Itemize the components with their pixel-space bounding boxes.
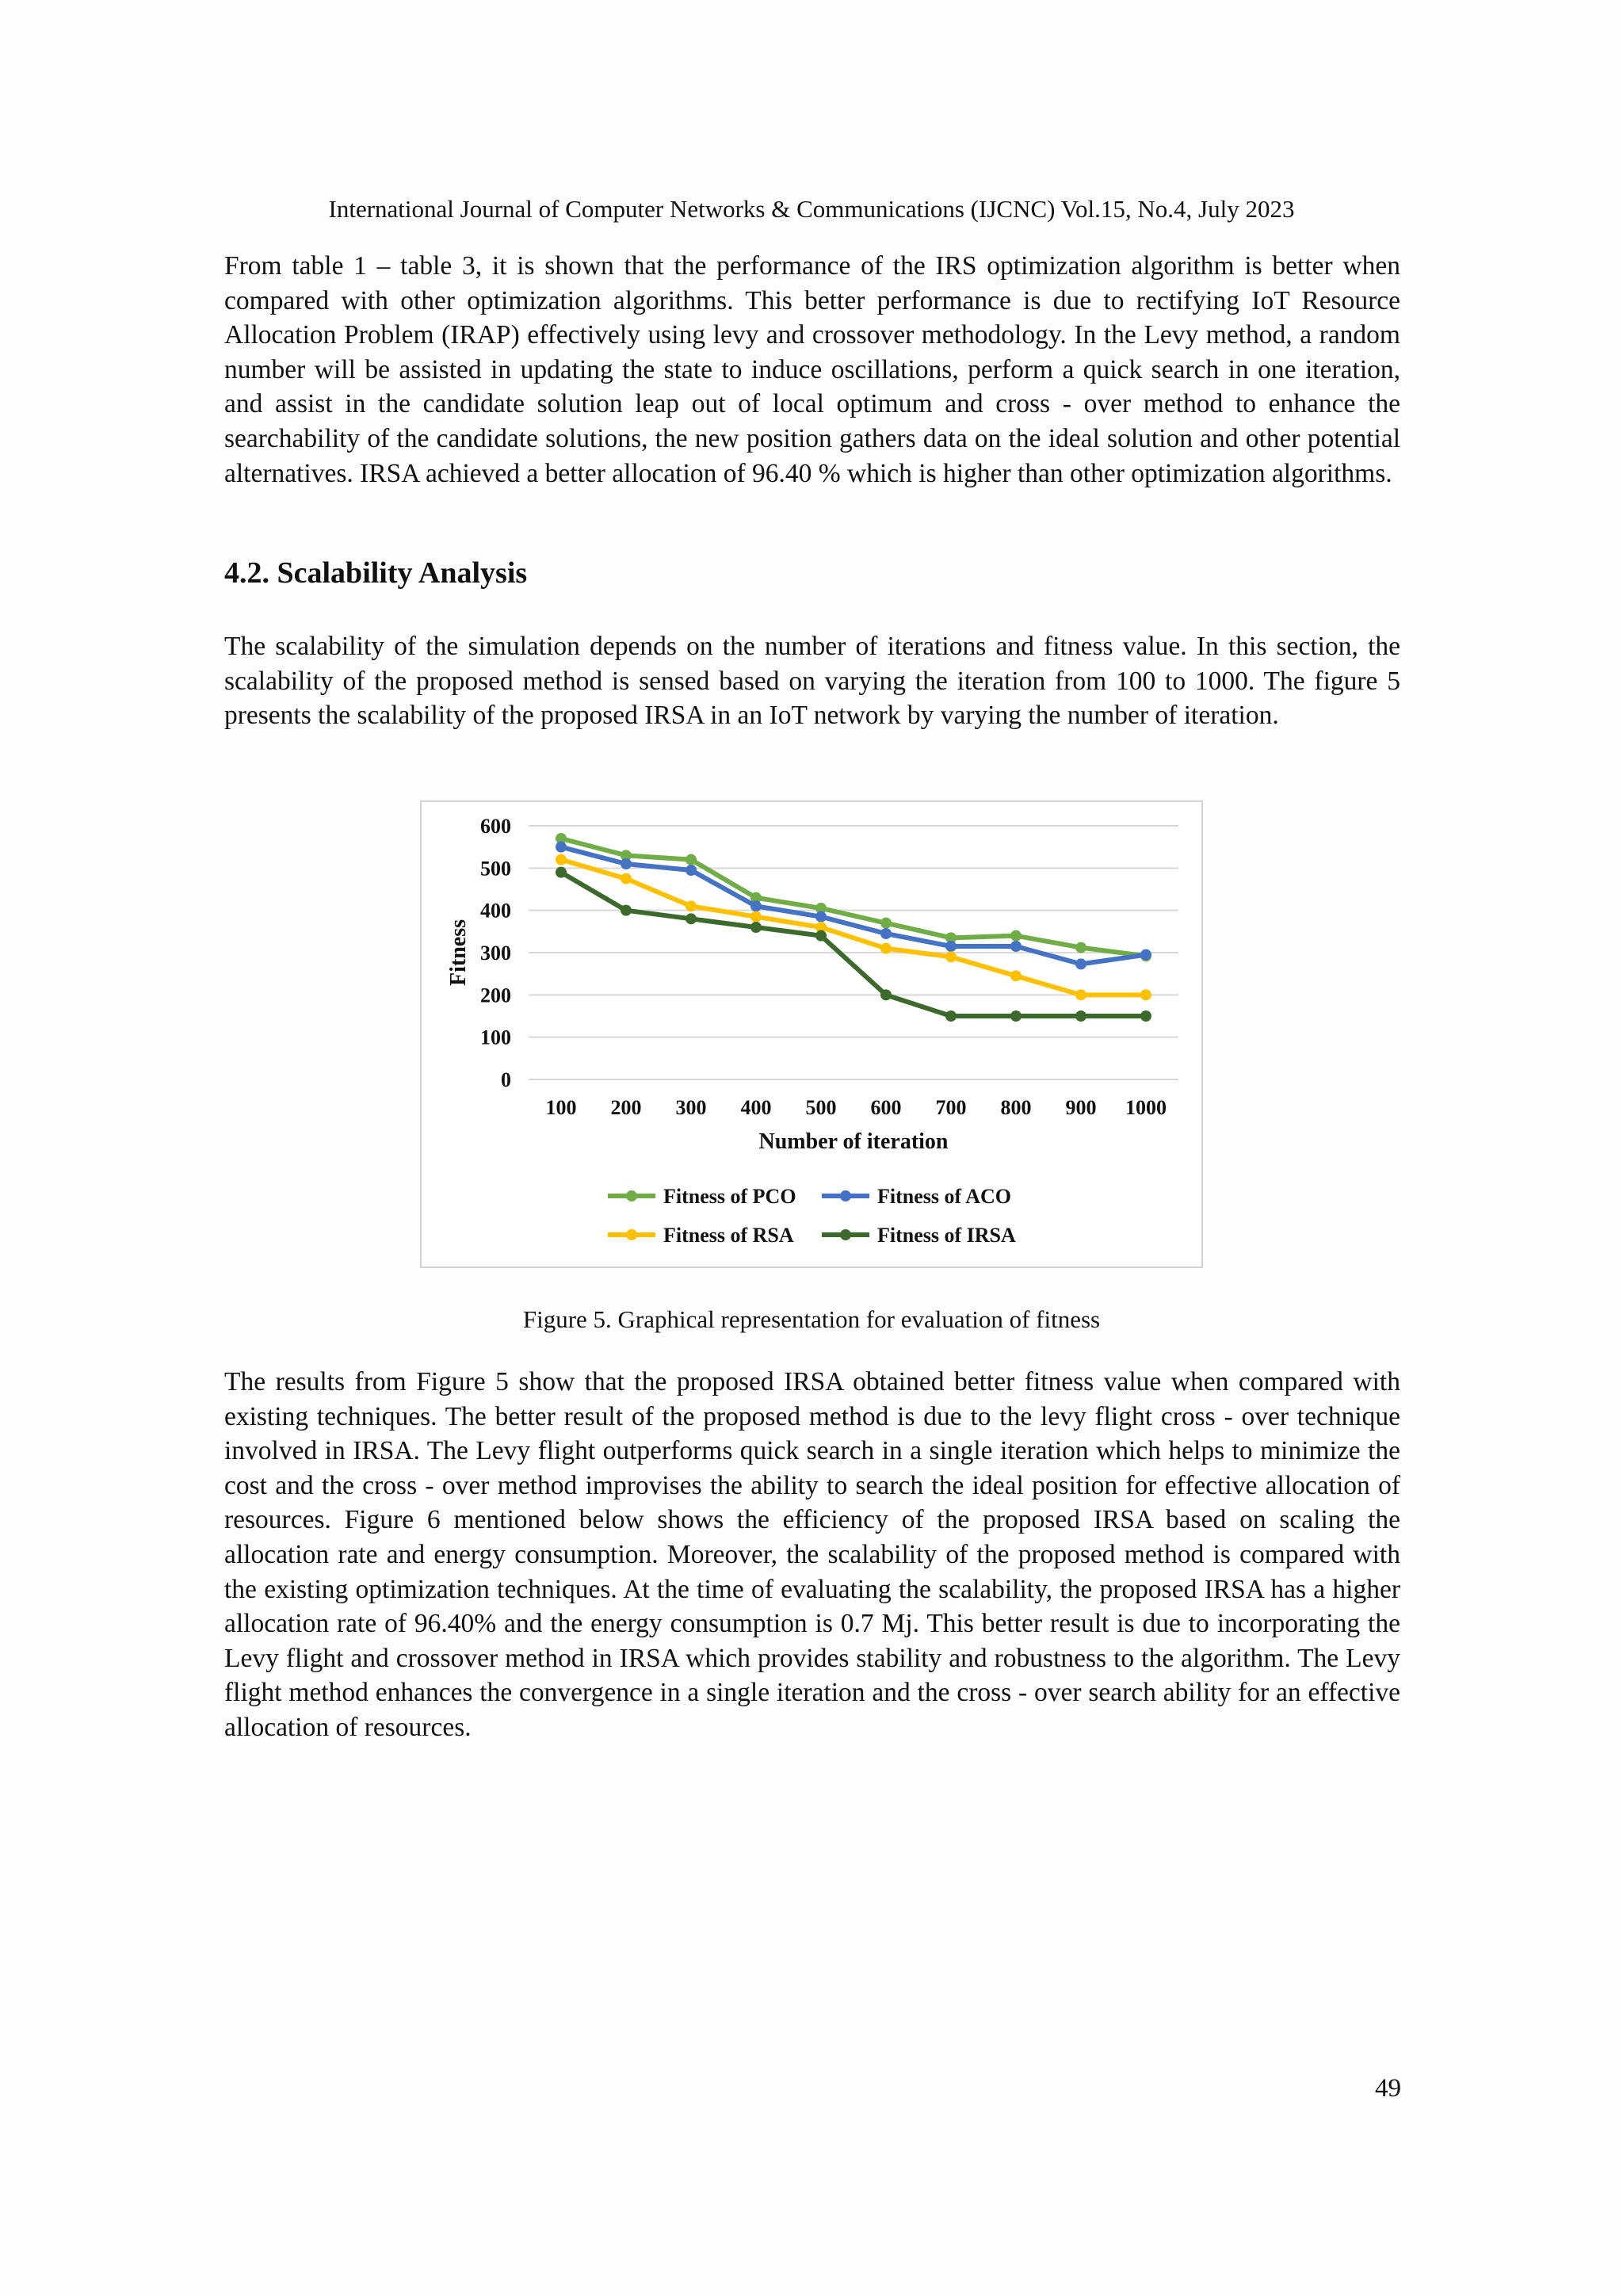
x-tick-label: 800: [1000, 1096, 1032, 1119]
y-tick-label: 0: [501, 1068, 511, 1091]
data-point: [621, 905, 632, 916]
section-heading: 4.2. Scalability Analysis: [224, 556, 528, 590]
legend-label: Fitness of IRSA: [877, 1224, 1016, 1247]
legend-marker: [626, 1190, 637, 1201]
x-tick-label: 700: [935, 1096, 967, 1119]
data-point: [1140, 1010, 1151, 1022]
y-tick-label: 100: [480, 1026, 511, 1049]
data-point: [1010, 970, 1022, 981]
data-point: [1010, 941, 1022, 952]
legend-label: Fitness of RSA: [663, 1224, 794, 1247]
data-point: [1075, 958, 1086, 969]
y-tick-label: 200: [480, 984, 511, 1007]
y-axis-title: Fitness: [446, 919, 471, 986]
data-point: [880, 918, 892, 929]
x-tick-label: 1000: [1125, 1096, 1167, 1119]
data-point: [945, 951, 957, 962]
x-tick-label: 900: [1065, 1096, 1097, 1119]
scalability-paragraph: The scalability of the simulation depends on the number of iterations and fitness value. In this section, the scalability of the proposed method is sensed based on varying the iteration from 100 to 1000. The figure 5 presents the scalability of the proposed IRSA in an IoT network by varying the number of iteration.: [224, 632, 1400, 731]
data-point: [556, 867, 567, 878]
y-tick-label: 400: [480, 899, 511, 923]
data-point: [750, 922, 762, 933]
data-point: [945, 941, 957, 952]
data-point: [1010, 930, 1022, 942]
fitness-chart-svg: [422, 802, 1205, 1270]
x-tick-label: 400: [740, 1096, 772, 1119]
x-tick-label: 600: [870, 1096, 902, 1119]
x-axis-title: Number of iteration: [758, 1129, 949, 1154]
data-point: [556, 854, 567, 865]
data-point: [685, 900, 697, 911]
data-point: [1075, 942, 1086, 953]
results-paragraph: The results from Figure 5 show that the proposed IRSA obtained better fitness value when compared with existing techniques. The better result of the proposed method is due to the levy flight cross - over technique involved in IRSA. The Levy flight outperforms quick search in a single iteration which helps to minimize the cost and the cross - over method improvises the ability to search the ideal position for effective allocation of resources. Figure 6 mentioned below shows the efficiency of the proposed IRSA based on scaling the allocation rate and energy consumption. Moreover, the scalability of the proposed method is compared with the existing optimization techniques. At the time of evaluating the scalability, the proposed IRSA has a higher allocation rate of 96.40% and the energy consumption is 0.7 Mj. This better result is due to incorporating the Levy flight and crossover method in IRSA which provides stability and robustness to the algorithm. The Levy flight method enhances the convergence in a single iteration and the cross - over search ability for an effective allocation of resources.: [224, 1367, 1400, 1742]
data-point: [1075, 1010, 1086, 1022]
legend-label: Fitness of PCO: [663, 1185, 796, 1208]
page-number: 49: [1375, 2074, 1401, 2103]
intro-paragraph: From table 1 – table 3, it is shown that the performance of the IRS optimization algorithm is better when compared with other optimization algorithms. This better performance is due to rectifying IoT Resource Allocation Problem (IRAP) effectively using levy and crossover methodology. In the Levy method, a random number will be assisted in updating the state to induce oscillations, perform a quick search in one iteration, and assist in the candidate solution leap out of local optimum and cross - over method to enhance the searchability of the candidate solutions, the new position gathers data on the ideal solution and other potential alternatives. IRSA achieved a better allocation of 96.40 % which is higher than other optimization algorithms.: [224, 251, 1400, 488]
data-point: [815, 911, 827, 923]
data-point: [1140, 989, 1151, 1000]
data-point: [685, 913, 697, 924]
data-point: [880, 989, 892, 1000]
data-point: [556, 842, 567, 853]
y-tick-label: 500: [480, 857, 511, 881]
data-point: [1010, 1010, 1022, 1022]
data-point: [815, 930, 827, 942]
legend-marker: [626, 1229, 637, 1240]
data-point: [880, 943, 892, 954]
data-point: [621, 858, 632, 869]
data-point: [750, 900, 762, 911]
y-tick-label: 600: [480, 815, 511, 838]
x-tick-label: 300: [675, 1096, 707, 1119]
data-point: [621, 873, 632, 884]
legend-marker: [840, 1190, 851, 1201]
y-tick-label: 300: [480, 942, 511, 965]
data-point: [685, 865, 697, 876]
data-point: [750, 911, 762, 923]
x-tick-label: 100: [545, 1096, 577, 1119]
series-line-1: [561, 847, 1146, 965]
journal-header: International Journal of Computer Networks & Communications (IJCNC) Vol.15, No.4, July 2023: [328, 195, 1295, 223]
data-point: [1075, 989, 1086, 1000]
data-point: [880, 928, 892, 939]
legend-label: Fitness of ACO: [877, 1185, 1011, 1208]
fitness-chart: [420, 800, 1203, 1268]
figure-caption: Figure 5. Graphical representation for evaluation of fitness: [522, 1305, 1101, 1333]
data-point: [1140, 949, 1151, 961]
x-tick-label: 200: [610, 1096, 642, 1119]
data-point: [685, 854, 697, 865]
legend-marker: [840, 1229, 851, 1240]
data-point: [945, 1010, 957, 1022]
x-tick-label: 500: [805, 1096, 837, 1119]
